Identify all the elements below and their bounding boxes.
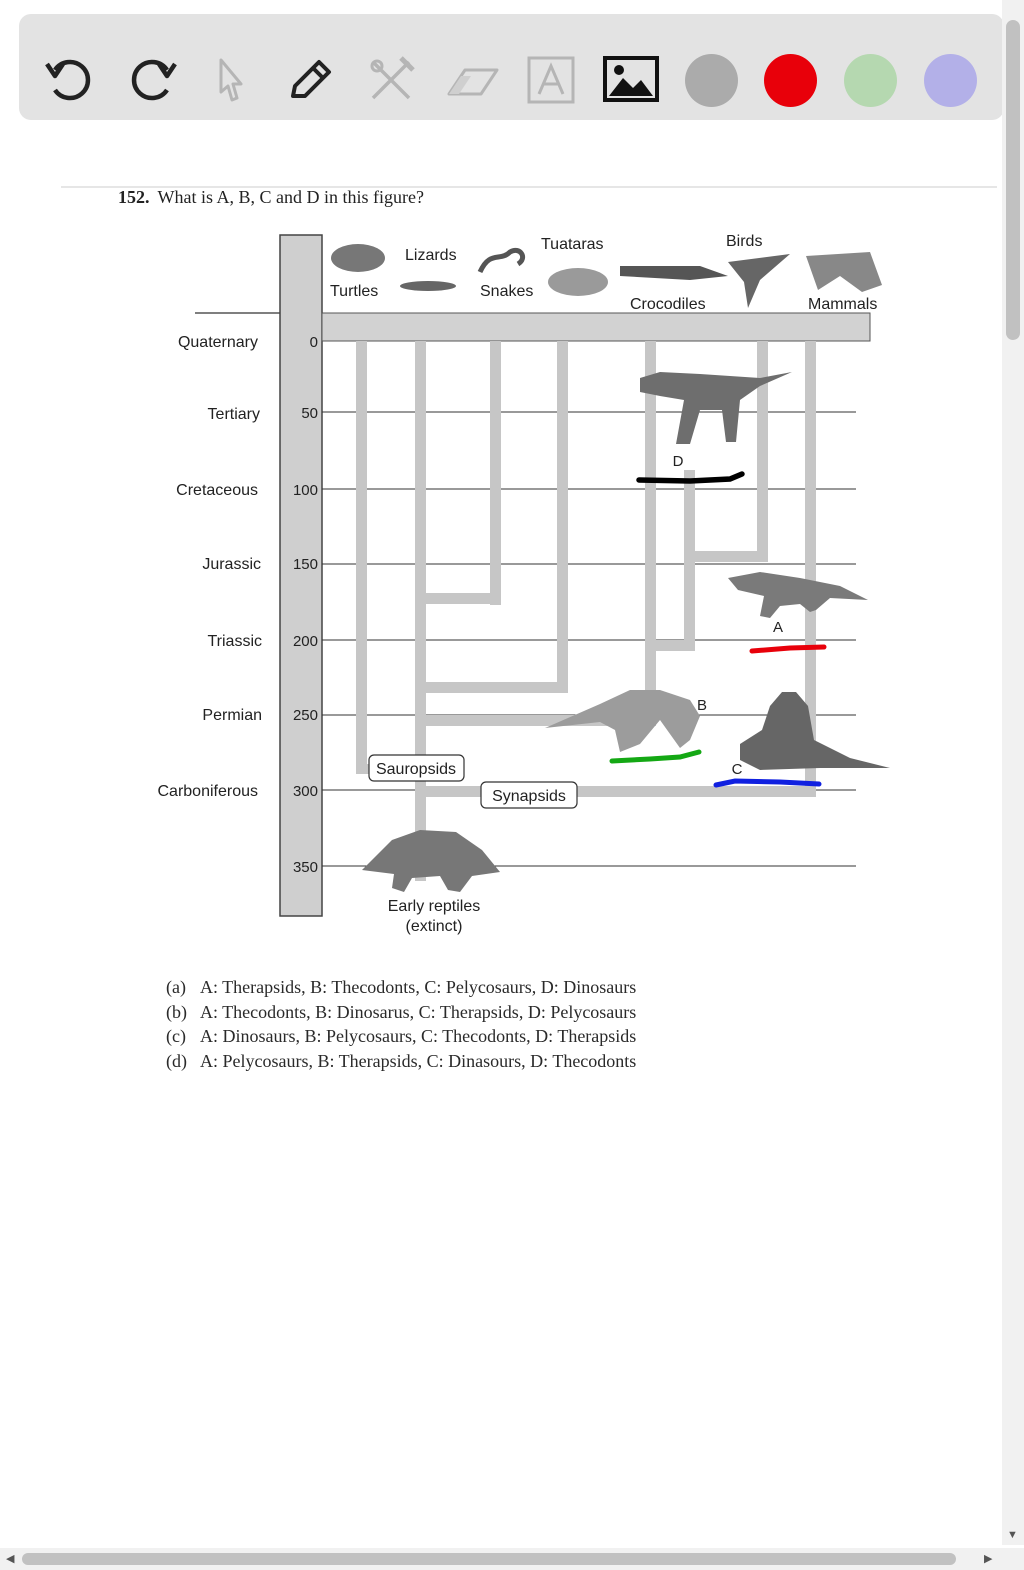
tick-label: 350 bbox=[292, 859, 318, 876]
taxon-label-turtles: Turtles bbox=[330, 283, 379, 300]
horizontal-scrollbar[interactable] bbox=[0, 1548, 1024, 1570]
synapsids-label: Synapsids bbox=[492, 788, 566, 805]
tick-label: 300 bbox=[292, 783, 318, 800]
early-reptile-icon bbox=[362, 830, 500, 892]
option-a[interactable] bbox=[166, 975, 636, 1000]
taxon-label-snakes: Snakes bbox=[480, 283, 534, 300]
option-text: A: Pelycosaurs, B: Therapsids, C: Dinasours, D: Thecodonts bbox=[200, 1050, 637, 1071]
horizontal-scroll-thumb[interactable] bbox=[22, 1553, 956, 1565]
taxon-label-crocodiles: Crocodiles bbox=[630, 296, 706, 313]
early-reptiles-sublabel: (extinct) bbox=[405, 918, 463, 935]
scroll-right-icon[interactable]: ▶ bbox=[984, 1553, 993, 1565]
option-text: A: Dinosaurs, B: Pelycosaurs, C: Thecodonts, D: Therapsids bbox=[200, 1026, 637, 1046]
era-label: Cretaceous bbox=[176, 482, 258, 499]
option-text: A: Therapsids, B: Thecodonts, C: Pelycosaurs, D: Dinosaurs bbox=[200, 977, 637, 997]
taxon-label-tuataras: Tuataras bbox=[541, 236, 604, 253]
taxon-label-mammals: Mammals bbox=[808, 296, 878, 313]
marker-c: C bbox=[731, 761, 743, 778]
highlight-b[interactable] bbox=[612, 752, 699, 761]
tree-branches bbox=[356, 341, 816, 881]
era-label: Jurassic bbox=[202, 556, 261, 573]
era-label: Carboniferous bbox=[157, 783, 258, 800]
taxon-label-lizards: Lizards bbox=[405, 247, 457, 264]
era-label: Tertiary bbox=[207, 406, 260, 423]
therapsid-icon bbox=[728, 572, 868, 618]
tick-label: 0 bbox=[309, 334, 318, 351]
crocodile-icon bbox=[620, 266, 728, 280]
option-label: (a) bbox=[166, 977, 186, 997]
grid-lines bbox=[322, 412, 856, 866]
question-prompt: What is A, B, C and D in this figure? bbox=[157, 187, 424, 207]
era-label: Triassic bbox=[207, 633, 262, 650]
lizard-icon bbox=[400, 281, 456, 291]
option-label: (b) bbox=[166, 1001, 187, 1022]
marker-b: B bbox=[696, 697, 708, 714]
era-label: Permian bbox=[202, 707, 262, 724]
option-label: (c) bbox=[166, 1026, 186, 1046]
tick-label: 100 bbox=[292, 482, 318, 499]
taxon-label-birds: Birds bbox=[726, 233, 763, 250]
scroll-left-icon[interactable]: ◀ bbox=[6, 1553, 15, 1565]
option-label: (d) bbox=[166, 1050, 187, 1071]
tick-label: 200 bbox=[292, 633, 318, 650]
option-d[interactable] bbox=[166, 1049, 636, 1074]
option-text: A: Thecodonts, B: Dinosarus, C: Therapsids, D: Pelycosaurs bbox=[200, 1001, 637, 1022]
tyrannosaur-icon bbox=[640, 372, 792, 444]
tick-label: 250 bbox=[292, 707, 318, 724]
tick-label: 150 bbox=[292, 556, 318, 573]
marker-a: A bbox=[772, 619, 784, 636]
snake-icon bbox=[480, 250, 523, 272]
bird-icon bbox=[728, 254, 790, 308]
option-c[interactable] bbox=[166, 1024, 636, 1049]
marker-d: D bbox=[672, 453, 684, 470]
tick-label: 50 bbox=[301, 405, 318, 422]
era-label: Quaternary bbox=[177, 334, 258, 351]
vertical-scrollbar[interactable] bbox=[1002, 0, 1024, 1545]
early-reptiles-label: Early reptiles bbox=[387, 898, 481, 915]
question-number: 152. bbox=[118, 187, 150, 207]
thecodont-icon bbox=[545, 690, 700, 752]
tuatara-icon bbox=[548, 268, 608, 296]
present-bar bbox=[322, 313, 870, 341]
mammal-icon bbox=[806, 252, 882, 292]
scroll-down-icon[interactable]: ▼ bbox=[1007, 1529, 1018, 1541]
option-b[interactable] bbox=[166, 1000, 636, 1025]
answer-options bbox=[166, 975, 636, 1073]
sauropsids-label: Sauropsids bbox=[375, 761, 457, 778]
highlight-c[interactable] bbox=[716, 781, 819, 785]
vertical-scroll-thumb[interactable] bbox=[1006, 20, 1020, 340]
turtle-icon bbox=[331, 244, 385, 272]
